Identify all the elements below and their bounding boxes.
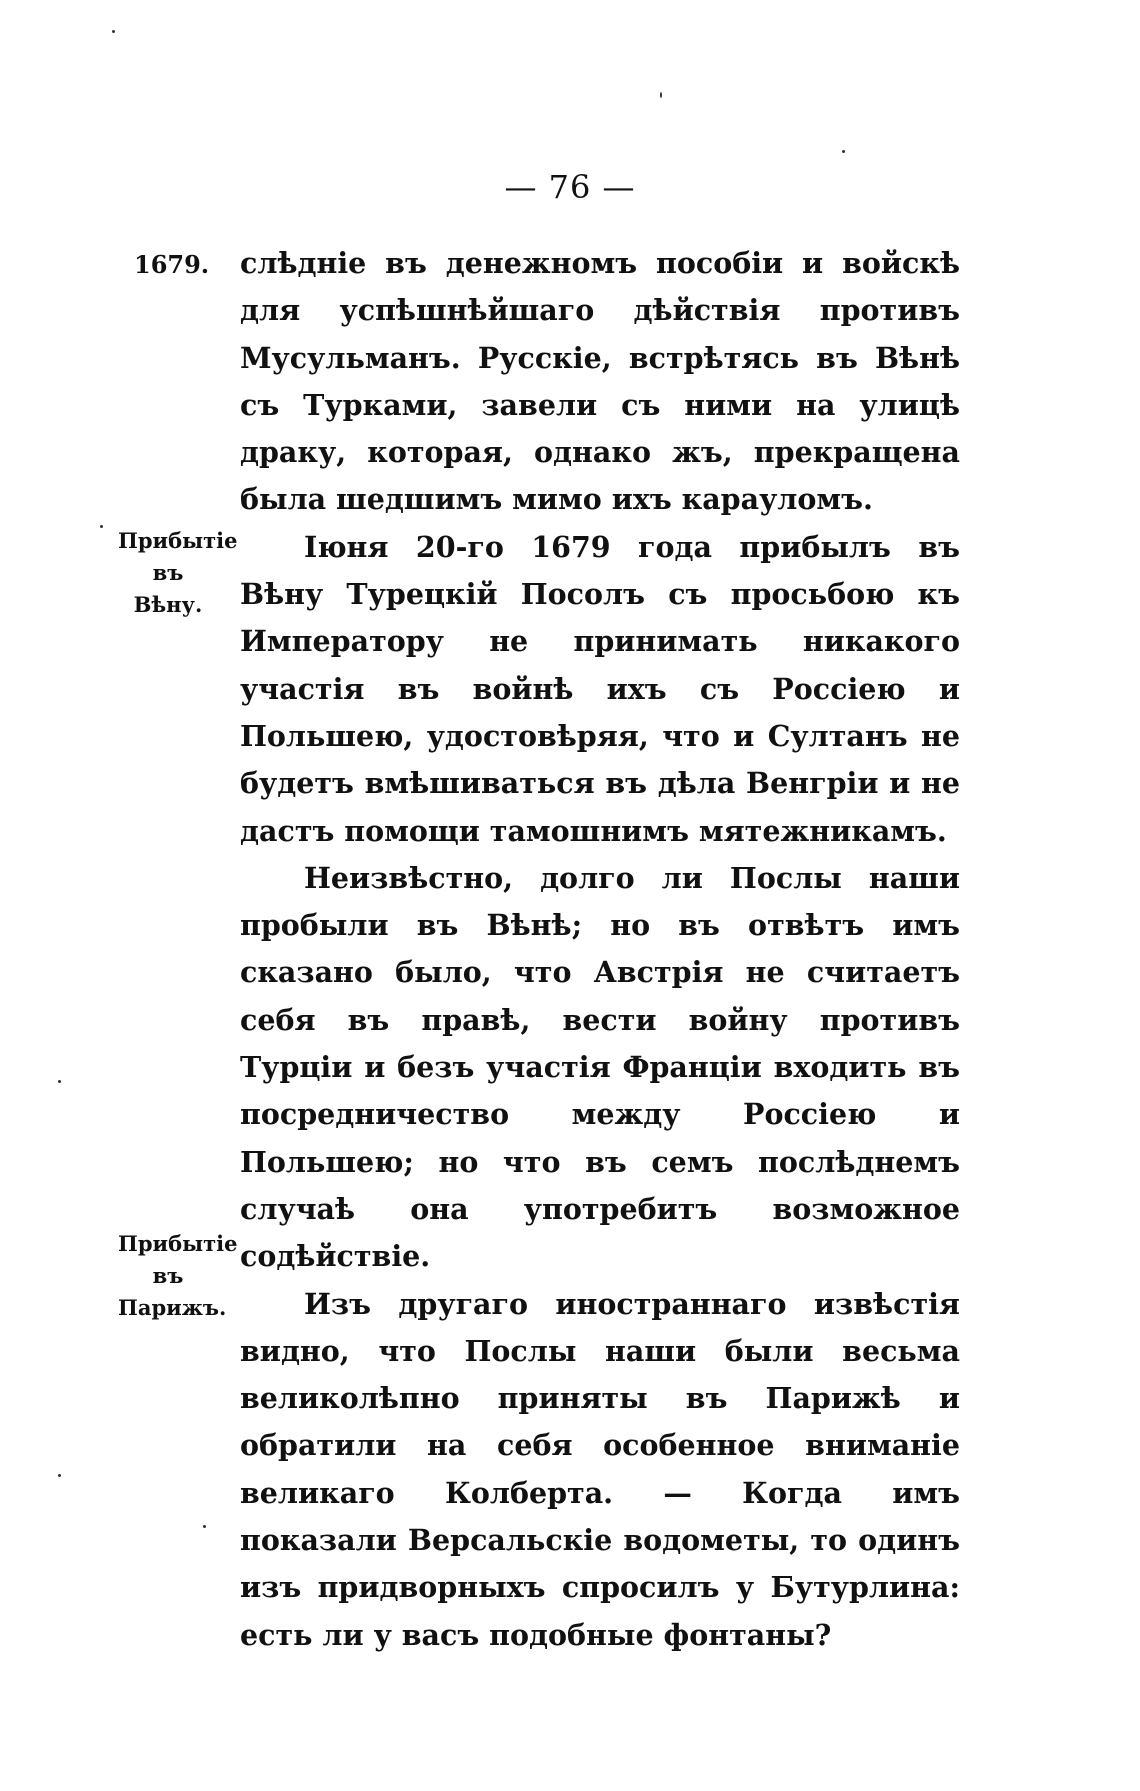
paragraph: Іюня 20-го 1679 года прибылъ въ Вѣну Турецкій Посолъ съ просьбою къ Императору не принимать никакого участія въ войнѣ ихъ съ Россіею и Польшею, удостовѣряя, что и Султанъ не будетъ вмѣшиваться въ дѣла Венгріи и не дастъ помощи тамошнимъ мятежникамъ. [240,529,960,848]
scan-speck [112,30,115,33]
page-number: — 76 — [504,168,636,206]
margin-note-paris: Прибытіе въ Парижъ. [118,1231,238,1320]
scan-speck [58,1080,61,1083]
scan-speck [660,92,662,98]
margin-note-vienna: Прибытіе въ Вѣну. [118,528,238,617]
paragraph: слѣдніе въ денежномъ пособіи и войскѣ для успѣшнѣйшаго дѣйствія противъ Мусульманъ. Русскіе, встрѣтясь въ Вѣнѣ съ Турками, завели съ ними на улицѣ драку, которая, однако жъ, прекращена была шедшимъ мимо ихъ карауломъ. [240,246,960,517]
scan-speck [203,1525,206,1528]
scan-speck [100,525,103,528]
paragraph: Неизвѣстно, долго ли Послы наши пробыли въ Вѣнѣ; но въ отвѣтъ имъ сказано было, что Австрія не считаетъ себя въ правѣ, вести войну противъ Турціи и безъ участія Франціи входить въ посредничество между Россіею и Польшею; но что въ семъ послѣднемъ случаѣ она употребитъ возможное содѣйствіе. [240,860,960,1274]
body-text [240,240,960,1659]
scan-speck [58,1474,61,1477]
paragraph: Изъ другаго иностраннаго извѣстія видно, что Послы наши были весьма великолѣпно приняты въ Парижѣ и обратили на себя особенное вниманіе великаго Колберта. — Когда имъ показали Версальскіе водометы, то одинъ изъ придворныхъ спросилъ у Бутурлина: есть ли у васъ подобные фонтаны? [240,1286,960,1652]
year-marker: 1679. [134,250,210,279]
scan-speck [842,150,845,153]
